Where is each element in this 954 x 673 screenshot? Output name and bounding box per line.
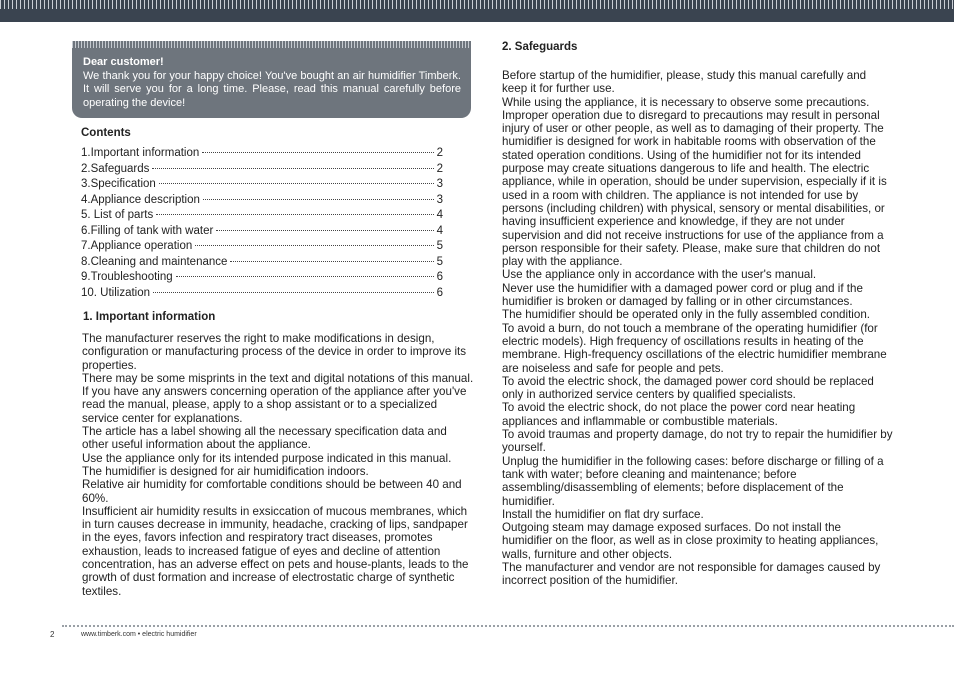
toc-item[interactable] xyxy=(81,178,443,194)
toc-item-page: 4 xyxy=(436,209,443,221)
paragraph: Use the appliance only for its intended purpose indicated in this manual. The humidifier is designed for air humidification indoors. xyxy=(82,451,452,478)
toc-item-page: 3 xyxy=(436,193,443,206)
toc-item-label: 10. Utilization xyxy=(81,286,151,299)
toc-item-page: 5 xyxy=(436,255,443,268)
toc-leader xyxy=(195,245,433,246)
paragraph: To avoid traumas and property damage, do not try to repair the humidifier by yourself. xyxy=(502,428,893,455)
toc-item[interactable] xyxy=(81,287,443,303)
toc-item-page: 2 xyxy=(436,147,443,159)
toc-item[interactable] xyxy=(81,256,443,272)
header-stripes xyxy=(0,0,954,9)
toc-leader xyxy=(152,168,433,169)
toc-leader xyxy=(153,292,434,293)
welcome-title: Dear customer! xyxy=(83,56,164,68)
toc-item[interactable] xyxy=(81,225,443,241)
paragraph: Unplug the humidifier in the following cases: before discharge or filling of a tank with water; before cleaning and maintenance; before assembling/disassembling of elements; before displacement of the humidifier. xyxy=(502,454,884,508)
footer-divider xyxy=(62,625,954,627)
toc-leader xyxy=(203,199,434,200)
paragraph: While using the appliance, it is necessary to observe some precautions. Improper operation due to disregard to precautions may result in personal injury of user or other people, as well as to damaging of their property. The humidifier is designed for work in habitable rooms with observation of the stated operation conditions. Using of the humidifier not for its intended purpose may create situations dangerous to life and health. The electric appliance, while in operation, should be under supervision, especially if it is used in a room with children. The appliance is not intended for use by persons (including children) with physical, sensory or mental disabilities, or having insufficient experience and knowledge, if they are not under supervision and did not receive instructions for use of the appliance from a person responsible for their safety. Please, make sure that children do not play with the appliance. xyxy=(502,95,887,269)
toc-item-page: 6 xyxy=(436,271,443,283)
welcome-stripes xyxy=(72,41,471,48)
paragraph: To avoid the electric shock, the damaged power cord should be replaced only in authorized service centers by qualified specialists. xyxy=(502,374,874,402)
welcome-body xyxy=(72,48,471,110)
toc-item-page: 4 xyxy=(436,224,443,237)
toc-item-label: 4.Appliance description xyxy=(81,193,200,206)
paragraph: To avoid a burn, do not touch a membrane of the operating humidifier (for electric models). High frequency of oscillations results in heating of the membrane. High-frequency oscillations of the electric humidifier membrane are noiseless and safe for people and pets. xyxy=(502,321,887,375)
paragraph: If you have any answers concerning operation of the appliance after you've read the manual, please, apply to a shop assistant or to a specialized service center for explanations. xyxy=(82,385,467,425)
toc-item-label: 9.Troubleshooting xyxy=(81,271,173,283)
toc-item-label: 3.Specification xyxy=(81,178,156,190)
section-body-important-information xyxy=(82,332,474,598)
toc-item-page: 6 xyxy=(436,286,443,299)
toc-leader xyxy=(216,230,433,231)
paragraph: Use the appliance only in accordance with the user's manual. xyxy=(502,268,817,282)
table-of-contents xyxy=(81,147,443,302)
paragraph: Never use the humidifier with a damaged power cord or plug and if the humidifier is broken or damaged by falling or in other circumstances. xyxy=(502,281,863,309)
section-title-safeguards: 2. Safeguards xyxy=(502,41,578,53)
welcome-text: We thank you for your happy choice! You've bought an air humidifier Timberk. It will serve you for a long time. Please, read this manual carefully before operating the device! xyxy=(83,69,461,109)
page-number: 2 xyxy=(50,630,55,639)
paragraph: To avoid the electric shock, do not place the power cord near heating appliances and inflammable or combustible materials. xyxy=(502,401,856,428)
paragraph: The manufacturer and vendor are not responsible for damages caused by incorrect position of the humidifier. xyxy=(502,560,881,588)
welcome-box xyxy=(72,41,471,118)
paragraph: Relative air humidity for comfortable conditions should be between 40 and 60%. xyxy=(82,478,462,505)
toc-item-label: 5. List of parts xyxy=(81,209,154,221)
paragraph: Outgoing steam may damage exposed surfaces. Do not install the humidifier on the floor, as well as in close proximity to heating appliances, walls, furniture and other objects. xyxy=(502,521,879,561)
section-title-important-information: 1. Important information xyxy=(83,311,216,323)
header-bar xyxy=(0,0,954,22)
toc-leader xyxy=(202,152,433,153)
toc-item-label: 7.Appliance operation xyxy=(81,240,193,252)
toc-leader xyxy=(156,214,433,215)
toc-item-label: 2.Safeguards xyxy=(81,162,150,175)
contents-title: Contents xyxy=(81,127,131,139)
paragraph: The article has a label showing all the necessary specification data and other useful information about the appliance. xyxy=(82,425,447,452)
toc-leader xyxy=(176,276,434,277)
paragraph: The humidifier should be operated only in the fully assembled condition. xyxy=(502,308,870,322)
paragraph: Install the humidifier on flat dry surface. xyxy=(502,507,704,521)
toc-item-label: 6.Filling of tank with water xyxy=(81,224,214,237)
toc-item-label: 1.Important information xyxy=(81,147,200,159)
toc-item[interactable] xyxy=(81,194,443,210)
section-body-safeguards xyxy=(502,69,894,588)
toc-item[interactable] xyxy=(81,271,443,287)
footer-site-link[interactable]: www.timberk.com • electric humidifier xyxy=(81,631,197,638)
paragraph: There may be some misprints in the text and digital notations of this manual. xyxy=(82,371,474,385)
toc-item[interactable] xyxy=(81,240,443,256)
toc-item-page: 5 xyxy=(436,240,443,252)
paragraph: The manufacturer reserves the right to make modifications in design, configuration or manufacturing process of the device in order to improve its properties. xyxy=(82,332,467,372)
toc-item-page: 3 xyxy=(436,178,443,190)
toc-item-label: 8.Cleaning and maintenance xyxy=(81,255,228,268)
toc-item[interactable] xyxy=(81,163,443,179)
toc-item[interactable] xyxy=(81,147,443,163)
toc-item-page: 2 xyxy=(436,162,443,175)
paragraph: Before startup of the humidifier, please, study this manual carefully and keep it for further use. xyxy=(502,69,867,96)
toc-leader xyxy=(159,183,434,184)
paragraph: Insufficient air humidity results in exsiccation of mucous membranes, which in turn causes decrease in immunity, headache, cracking of lips, sandpaper in the eyes, favors infection and respiratory tract diseases, promotes exhaustion, leads to increased fatigue of eyes and decline of attention concentration, has an adverse effect on pets and house-plants, leads to the growth of dust formation and increase of electrostatic charge of synthetic textiles. xyxy=(82,504,469,598)
toc-item[interactable] xyxy=(81,209,443,225)
toc-leader xyxy=(230,261,433,262)
